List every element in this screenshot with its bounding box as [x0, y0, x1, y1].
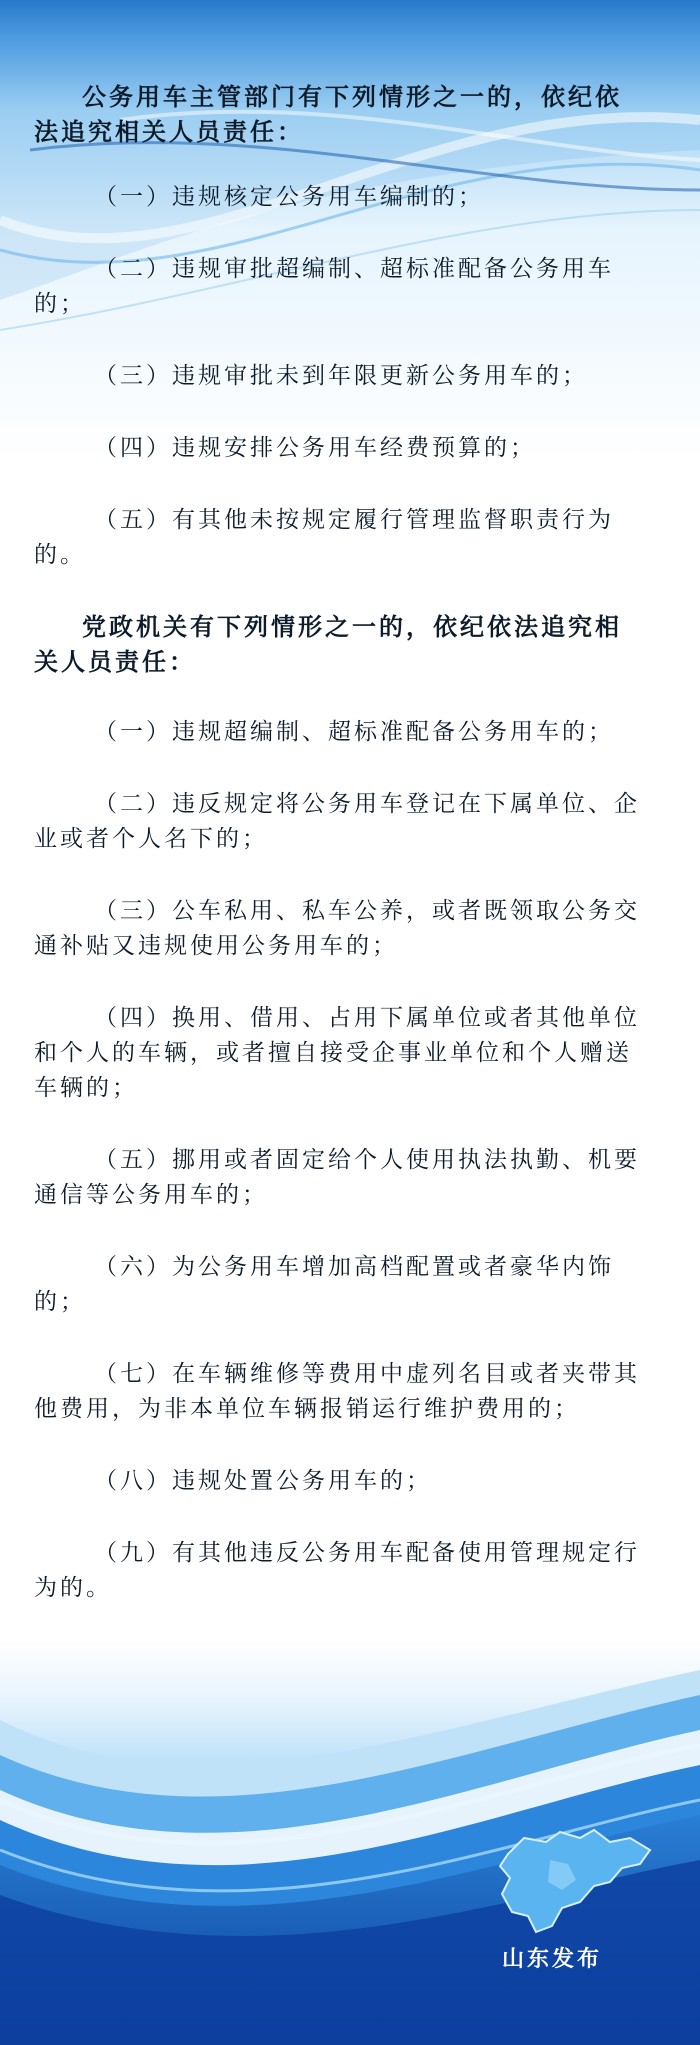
- section2-item-4: （四）换用、借用、占用下属单位或者其他单位和个人的车辆，或者擅自接受企事业单位和个人赠送车辆的；: [34, 1005, 640, 1101]
- notice-content: [34, 80, 644, 1606]
- shandong-map-icon: [490, 1820, 660, 1940]
- shandong-release-logo: [490, 1820, 660, 1980]
- section2-item-8: （八）违规处置公务用车的；: [94, 1468, 432, 1494]
- section1-item-4: （四）违规安排公务用车经费预算的；: [94, 435, 536, 461]
- section2-heading: 党政机关有下列情形之一的，依纪依法追究相关人员责任：: [34, 613, 622, 676]
- section2-item-1: （一）违规超编制、超标准配备公务用车的；: [94, 719, 614, 745]
- section2-item-2: （二）违反规定将公务用车登记在下属单位、企业或者个人名下的；: [34, 791, 640, 852]
- section1-item-1: （一）违规核定公务用车编制的；: [94, 184, 484, 210]
- section1-item-2: （二）违规审批超编制、超标准配备公务用车的；: [34, 256, 614, 317]
- section2-item-5: （五）挪用或者固定给个人使用执法执勤、机要通信等公务用车的；: [34, 1147, 640, 1208]
- section1-heading: 公务用车主管部门有下列情形之一的，依纪依法追究相关人员责任：: [34, 83, 622, 146]
- section2-item-6: （六）为公务用车增加高档配置或者豪华内饰的；: [34, 1254, 614, 1315]
- section2-item-7: （七）在车辆维修等费用中虚列名目或者夹带其他费用，为非本单位车辆报销运行维护费用的；: [34, 1361, 640, 1422]
- section1-item-5: （五）有其他未按规定履行管理监督职责行为的。: [34, 507, 614, 568]
- section1-item-3: （三）违规审批未到年限更新公务用车的；: [94, 363, 588, 389]
- section2-item-3: （三）公车私用、私车公养，或者既领取公务交通补贴又违规使用公务用车的；: [34, 898, 640, 959]
- brand-name: 山东发布: [502, 1947, 603, 1972]
- section2-item-9: （九）有其他违反公务用车配备使用管理规定行为的。: [34, 1540, 640, 1601]
